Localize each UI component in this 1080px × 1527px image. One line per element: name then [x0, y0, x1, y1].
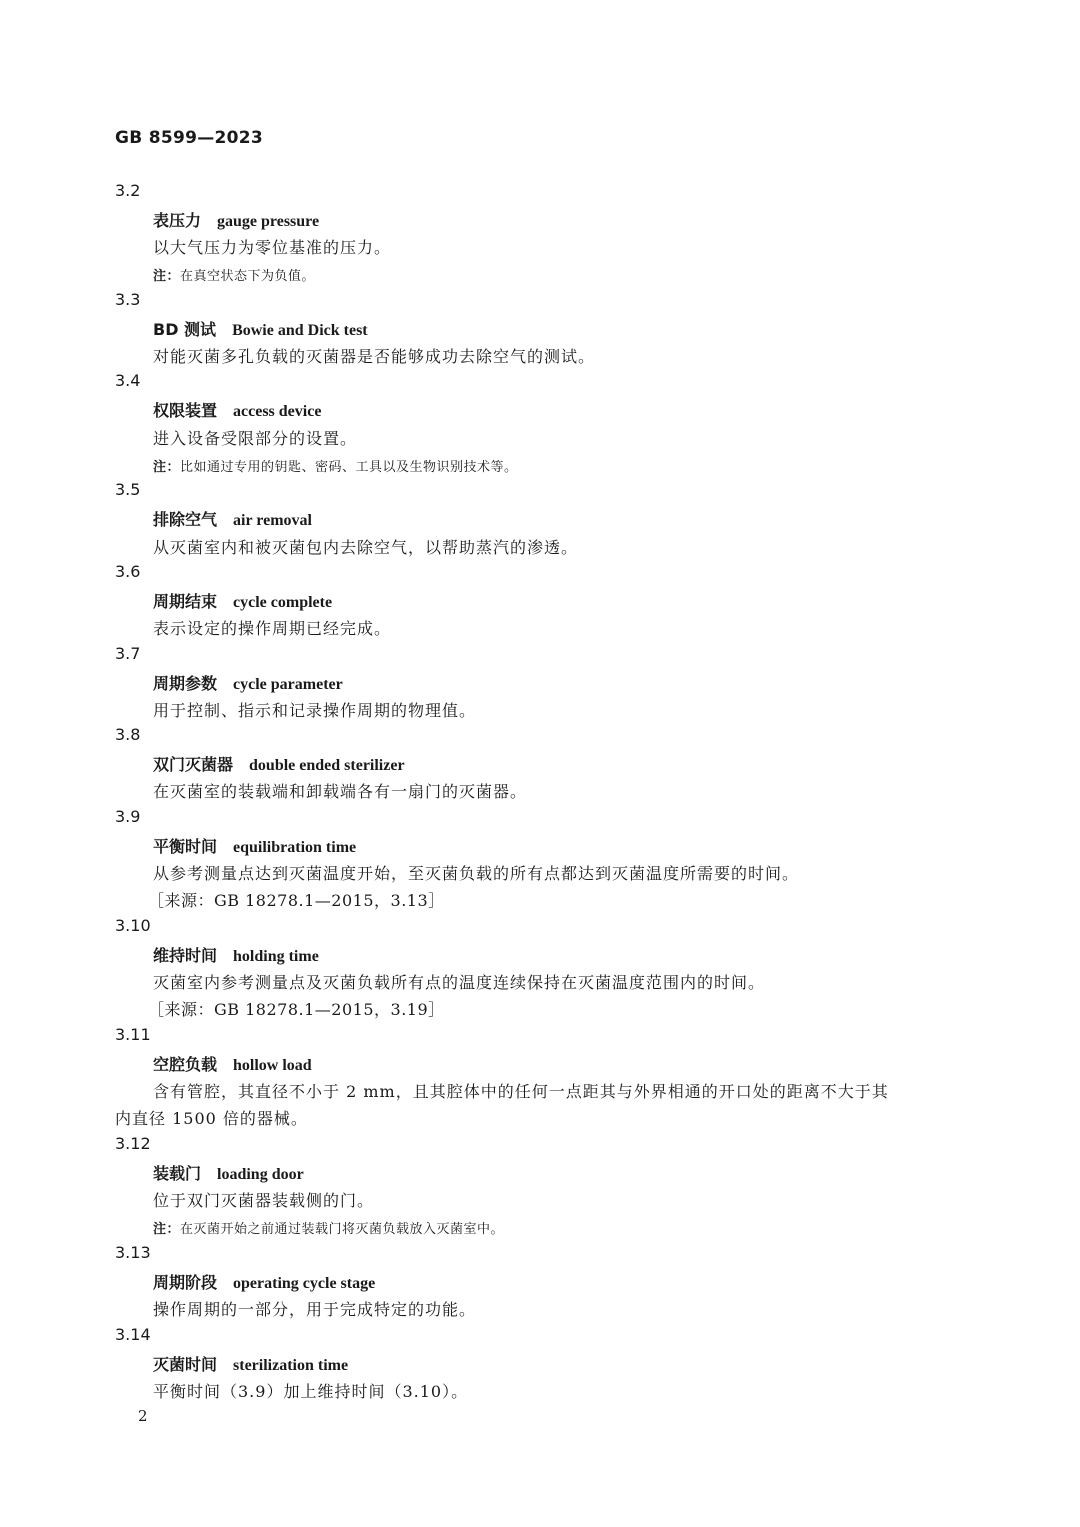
term-en: hollow load [233, 1057, 312, 1074]
clause-number: 3.3 [115, 290, 141, 309]
term-en: equilibration time [233, 839, 357, 856]
note-text: 在真空状态下为负值。 [180, 269, 316, 284]
note-text: 比如通过专用的钥匙、密码、工具以及生物识别技术等。 [180, 460, 518, 475]
term-zh: 双门灭菌器 [153, 755, 234, 774]
term-zh: 排除空气 [153, 510, 218, 529]
note-text: 在灭菌开始之前通过装载门将灭菌负载放入灭菌室中。 [180, 1222, 505, 1237]
clause-number: 3.4 [115, 371, 141, 390]
note [153, 1218, 504, 1237]
source-citation: ［来源：GB 18278.1—2015，3.19］ [148, 1000, 445, 1019]
clause-number: 3.2 [115, 181, 141, 200]
term-en: sterilization time [233, 1357, 349, 1374]
term-heading [153, 1352, 348, 1375]
term-en: cycle parameter [233, 676, 343, 693]
definition: 对能灭菌多孔负载的灭菌器是否能够成功去除空气的测试。 [153, 347, 596, 366]
definition: 灭菌室内参考测量点及灭菌负载所有点的温度连续保持在灭菌温度范围内的时间。 [153, 973, 766, 992]
term-en: double ended sterilizer [249, 757, 405, 774]
definition-continuation: 内直径 1500 倍的器械。 [115, 1109, 308, 1128]
clause-number: 3.13 [115, 1243, 151, 1262]
page-number: 2 [138, 1407, 148, 1425]
definition: 位于双门灭菌器装载侧的门。 [153, 1191, 375, 1210]
term-zh: BD 测试 [153, 320, 217, 339]
term-zh: 权限装置 [153, 401, 218, 420]
term-zh: 周期阶段 [153, 1273, 218, 1292]
clause-number: 3.9 [115, 807, 141, 826]
clause-number: 3.5 [115, 480, 141, 499]
source-citation: ［来源：GB 18278.1—2015，3.13］ [148, 891, 445, 910]
term-heading [153, 1161, 304, 1184]
note-label: 注： [153, 1222, 181, 1237]
term-zh: 空腔负载 [153, 1055, 218, 1074]
term-zh: 平衡时间 [153, 837, 218, 856]
term-en: operating cycle stage [233, 1275, 376, 1292]
definition: 以大气压力为零位基准的压力。 [153, 238, 392, 257]
term-heading [153, 752, 405, 775]
term-heading [153, 589, 332, 612]
definition: 操作周期的一部分，用于完成特定的功能。 [153, 1300, 477, 1319]
note-label: 注： [153, 460, 181, 475]
standard-header: GB 8599—2023 [115, 128, 264, 148]
term-heading [153, 398, 321, 421]
term-en: access device [233, 403, 322, 420]
clause-number: 3.11 [115, 1025, 151, 1044]
definition: 表示设定的操作周期已经完成。 [153, 619, 392, 638]
note [153, 265, 315, 284]
definition: 含有管腔，其直径不小于 2 mm，且其腔体中的任何一点距其与外界相通的开口处的距离不大于其 [153, 1082, 889, 1101]
definition: 用于控制、指示和记录操作周期的物理值。 [153, 701, 477, 720]
term-en: cycle complete [233, 594, 333, 611]
term-zh: 周期参数 [153, 674, 218, 693]
term-zh: 灭菌时间 [153, 1355, 218, 1374]
note-label: 注： [153, 269, 181, 284]
definition: 从参考测量点达到灭菌温度开始，至灭菌负载的所有点都达到灭菌温度所需要的时间。 [153, 864, 800, 883]
term-heading [153, 317, 368, 340]
term-heading [153, 834, 356, 857]
term-heading [153, 671, 343, 694]
term-zh: 表压力 [153, 211, 202, 230]
term-heading [153, 507, 312, 530]
definition: 进入设备受限部分的设置。 [153, 429, 358, 448]
term-zh: 装载门 [153, 1164, 202, 1183]
term-heading [153, 943, 319, 966]
term-en: Bowie and Dick test [232, 322, 368, 339]
term-en: gauge pressure [217, 213, 320, 230]
term-heading [153, 1270, 375, 1293]
term-en: air removal [233, 512, 312, 529]
clause-number: 3.6 [115, 562, 141, 581]
term-zh: 维持时间 [153, 946, 218, 965]
note [153, 456, 518, 475]
clause-number: 3.7 [115, 644, 141, 663]
term-heading [153, 1052, 312, 1075]
clause-number: 3.8 [115, 725, 141, 744]
term-heading [153, 208, 319, 231]
clause-number: 3.14 [115, 1325, 151, 1344]
definition: 平衡时间（3.9）加上维持时间（3.10）。 [153, 1382, 469, 1401]
term-en: holding time [233, 948, 319, 965]
definition: 从灭菌室内和被灭菌包内去除空气，以帮助蒸汽的渗透。 [153, 538, 579, 557]
definition: 在灭菌室的装载端和卸载端各有一扇门的灭菌器。 [153, 782, 528, 801]
clause-number: 3.10 [115, 916, 151, 935]
term-zh: 周期结束 [153, 592, 218, 611]
clause-number: 3.12 [115, 1134, 151, 1153]
term-en: loading door [217, 1166, 304, 1183]
